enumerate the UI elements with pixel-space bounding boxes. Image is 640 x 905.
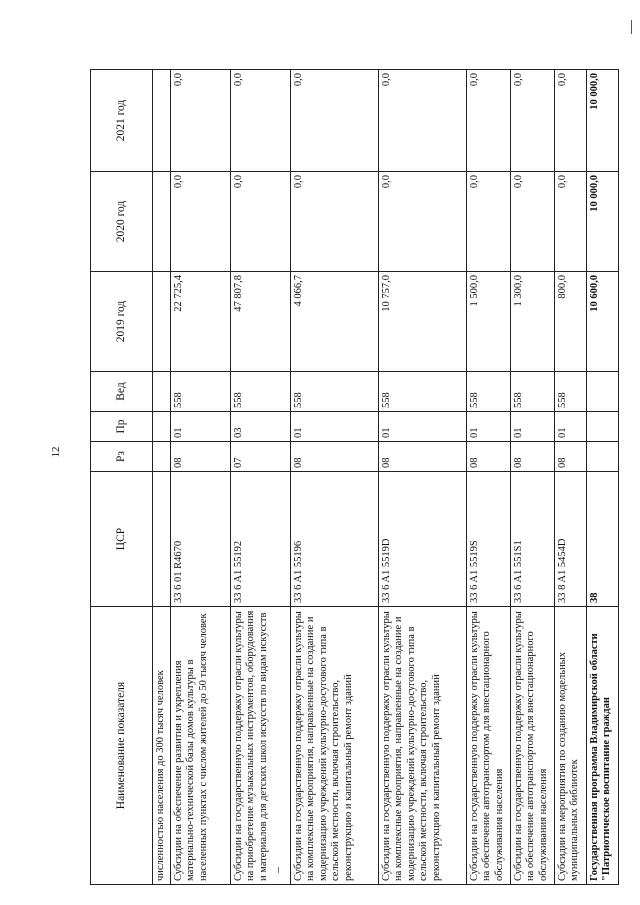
cell-csr: 33 8 A1 5454D [555, 472, 587, 607]
cell-csr: 33 6 A1 55196 [291, 472, 379, 607]
cell-pr: 01 [291, 412, 379, 442]
cell-2020 [153, 172, 171, 272]
cell-2019: 4 066,7 [291, 272, 379, 372]
table-container [90, 70, 613, 885]
table-row [171, 70, 231, 885]
cell-2021: 0,0 [511, 70, 555, 172]
cell-name: Субсидии на государственную поддержку отрасли культуры на обеспечение автотранспортом для внестационарного обслуживания населения [467, 607, 511, 885]
cell-2020: 0,0 [379, 172, 467, 272]
cell-2019: 22 725,4 [171, 272, 231, 372]
cell-csr: 33 6 A1 551S1 [511, 472, 555, 607]
cell-pr: 01 [555, 412, 587, 442]
cell-rz: 08 [467, 442, 511, 472]
page-number: 12 [50, 446, 62, 458]
cell-pr: 01 [467, 412, 511, 442]
cell-2021: 10 000,0 [587, 70, 619, 172]
scan-mark [631, 20, 632, 34]
header-name: Наименование показателя [91, 607, 153, 885]
cell-rz [153, 442, 171, 472]
cell-2020: 0,0 [231, 172, 291, 272]
cell-pr: 01 [511, 412, 555, 442]
cell-2021: 0,0 [467, 70, 511, 172]
cell-2020: 0,0 [171, 172, 231, 272]
cell-ved: 558 [511, 372, 555, 412]
cell-ved: 558 [467, 372, 511, 412]
cell-name: Субсидии на государственную поддержку отрасли культуры на комплексные мероприятия, направленные на создание и модернизацию учреждений культурно-досугового типа в сельской местности, включая строительство, реконструкцию и капитальный ремонт зданий [291, 607, 379, 885]
cell-ved: 558 [555, 372, 587, 412]
header-pr: Пр [91, 412, 153, 442]
cell-2019: 47 807,8 [231, 272, 291, 372]
cell-rz: 08 [511, 442, 555, 472]
cell-name: Субсидии на обеспечение развития и укрепления материально-технической базы домов культуры в населенных пунктах с числом жителей до 50 тысяч человек [171, 607, 231, 885]
cell-2019: 10 757,0 [379, 272, 467, 372]
cell-ved: 558 [171, 372, 231, 412]
cell-2021: 0,0 [379, 70, 467, 172]
cell-2021: 0,0 [555, 70, 587, 172]
cell-rz: 08 [555, 442, 587, 472]
table-row [231, 70, 291, 885]
table-row [379, 70, 467, 885]
cell-2021: 0,0 [231, 70, 291, 172]
cell-rz: 07 [231, 442, 291, 472]
cell-ved [153, 372, 171, 412]
table-row [291, 70, 379, 885]
cell-pr: 01 [379, 412, 467, 442]
cell-rz: 08 [291, 442, 379, 472]
cell-2019: 800,0 [555, 272, 587, 372]
cell-name: Государственная программа Владимирской области "Патриотическое воспитание граждан [587, 607, 619, 885]
cell-2019: 1 300,0 [511, 272, 555, 372]
cell-name: Субсидии на государственную поддержку отрасли культуры на обеспечение автотранспортом для внестационарного обслуживания населения [511, 607, 555, 885]
table-row [587, 70, 619, 885]
cell-ved: 558 [379, 372, 467, 412]
cell-ved: 558 [291, 372, 379, 412]
cell-name: Субсидии на государственную поддержку отрасли культуры на приобретение музыкальных инструментов, оборудования и материалов для детских школ искусств по видам искусств [231, 607, 291, 885]
table-row [555, 70, 587, 885]
cell-2019: 1 500,0 [467, 272, 511, 372]
header-csr: ЦСР [91, 472, 153, 607]
cell-csr: 33 6 A1 55192 [231, 472, 291, 607]
cell-rz: 08 [171, 442, 231, 472]
cell-pr: 01 [171, 412, 231, 442]
cell-pr [587, 412, 619, 442]
cell-2020: 0,0 [555, 172, 587, 272]
cell-2020: 0,0 [511, 172, 555, 272]
cell-csr: 33 6 01 R4670 [171, 472, 231, 607]
cell-2020: 0,0 [467, 172, 511, 272]
cell-pr [153, 412, 171, 442]
header-rz: Рз [91, 442, 153, 472]
cell-ved [587, 372, 619, 412]
cell-2021: 0,0 [291, 70, 379, 172]
cell-2021: 0,0 [171, 70, 231, 172]
cell-rz: 08 [379, 442, 467, 472]
header-2019: 2019 год [91, 272, 153, 372]
rotated-table-frame [90, 70, 613, 885]
cell-2021 [153, 70, 171, 172]
cell-2019: 10 600,0 [587, 272, 619, 372]
header-2021: 2021 год [91, 70, 153, 172]
cell-2020: 10 000,0 [587, 172, 619, 272]
table-header-row [91, 70, 153, 885]
table-row [153, 70, 171, 885]
cell-csr: 38 [587, 472, 619, 607]
cell-2019 [153, 272, 171, 372]
header-2020: 2020 год [91, 172, 153, 272]
cell-name: численностью населения до 300 тысяч человек [153, 607, 171, 885]
cell-name: Субсидии на государственную поддержку отрасли культуры на комплексные мероприятия, направленные на создание и модернизацию учреждений культурно-досугового типа в сельской местности, включая строительство, реконструкцию и капитальный ремонт зданий [379, 607, 467, 885]
cell-csr [153, 472, 171, 607]
cell-rz [587, 442, 619, 472]
cell-ved: 558 [231, 372, 291, 412]
cell-csr: 33 6 A1 5519D [379, 472, 467, 607]
cell-csr: 33 6 A1 5519S [467, 472, 511, 607]
cell-pr: 03 [231, 412, 291, 442]
cell-name: Субсидии на мероприятия по созданию модельных муниципальных библиотек [555, 607, 587, 885]
cell-2020: 0,0 [291, 172, 379, 272]
header-ved: Вед [91, 372, 153, 412]
table-row [511, 70, 555, 885]
table-row [467, 70, 511, 885]
budget-table [90, 69, 619, 885]
scan-mark [278, 867, 279, 873]
